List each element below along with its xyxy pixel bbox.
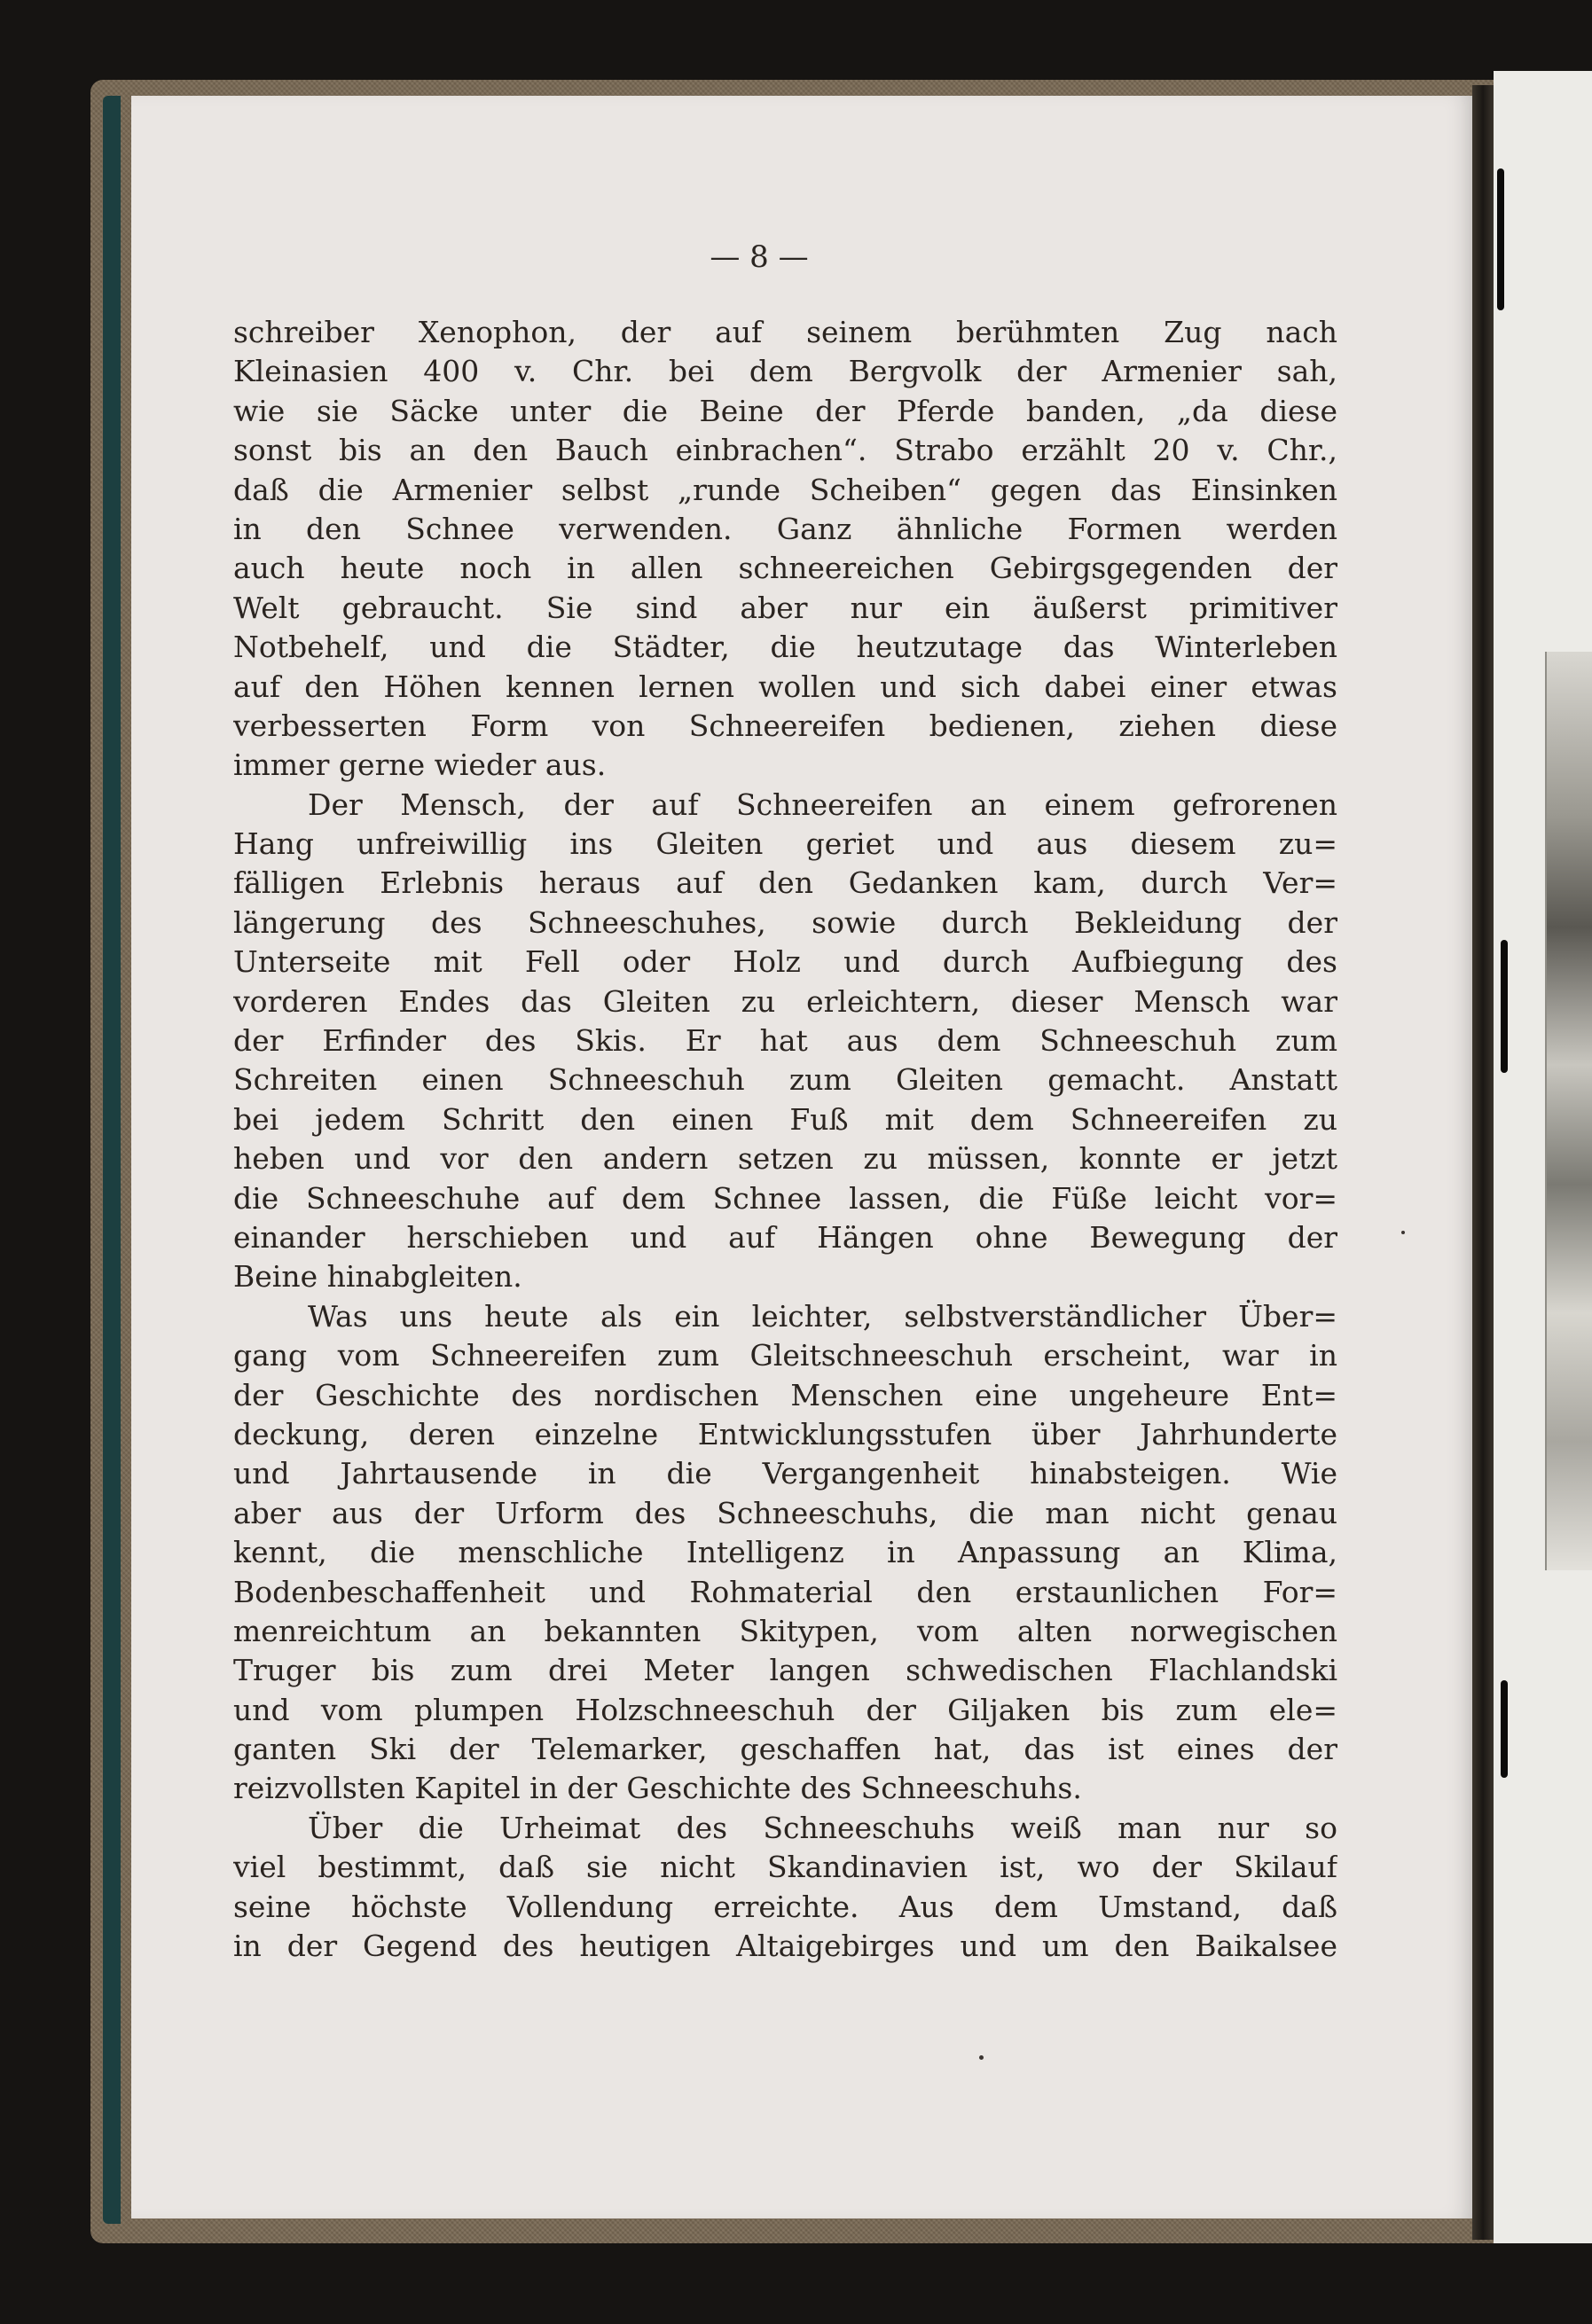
- text-line: einander herschieben und auf Hängen ohne Bewegung der: [233, 1219, 1337, 1255]
- text-line: sonst bis an den Bauch einbrachen“. Strabo erzählt 20 v. Chr.,: [233, 433, 1337, 468]
- text-line: auf den Höhen kennen lernen wollen und sich dabei einer etwas: [233, 669, 1337, 704]
- text-line: der Geschichte des nordischen Menschen eine ungeheure Ent=: [233, 1377, 1337, 1412]
- text-line: Der Mensch, der auf Schneereifen an einem gefrorenen: [308, 786, 1337, 822]
- text-line: Welt gebraucht. Sie sind aber nur ein äußerst primitiver: [233, 590, 1337, 625]
- text-line: Kleinasien 400 v. Chr. bei dem Bergvolk der Armenier sah,: [233, 354, 1337, 389]
- text-line: wie sie Säcke unter die Beine der Pferde banden, „da diese: [233, 393, 1337, 428]
- text-line: der Erfinder des Skis. Er hat aus dem Schneeschuh zum: [233, 1023, 1337, 1059]
- text-line: menreichtum an bekannten Skitypen, vom alten norwegischen: [233, 1613, 1337, 1648]
- book-spine-edge: [103, 96, 121, 2224]
- text-line: und vom plumpen Holzschneeschuh der Giljaken bis zum ele=: [233, 1692, 1337, 1727]
- text-line: Schreiten einen Schneeschuh zum Gleiten gemacht. Anstatt: [233, 1062, 1337, 1098]
- text-line: die Schneeschuhe auf dem Schnee lassen, die Füße leicht vor=: [233, 1180, 1337, 1216]
- book-gutter: [1472, 85, 1494, 2240]
- text-line: viel bestimmt, daß sie nicht Skandinavien ist, wo der Skilauf: [233, 1850, 1337, 1885]
- text-line: Über die Urheimat des Schneeschuhs weiß man nur so: [308, 1810, 1337, 1845]
- text-line: Bodenbeschaffenheit und Rohmaterial den erstaunlichen For=: [233, 1574, 1337, 1609]
- text-line: Unterseite mit Fell oder Holz und durch Aufbiegung des: [233, 944, 1337, 980]
- text-line: bei jedem Schritt den einen Fuß mit dem Schneereifen zu: [233, 1101, 1337, 1137]
- text-line: verbesserten Form von Schneereifen bedienen, ziehen diese: [233, 708, 1337, 743]
- text-line: Beine hinabgleiten.: [233, 1259, 522, 1295]
- page-speck: [1401, 1231, 1405, 1234]
- text-line: schreiber Xenophon, der auf seinem berühmten Zug nach: [233, 315, 1337, 349]
- text-line: deckung, deren einzelne Entwicklungsstufen über Jahrhunderte: [233, 1416, 1337, 1452]
- text-line: Notbehelf, und die Städter, die heutzutage das Winterleben: [233, 630, 1337, 665]
- text-line: Was uns heute als ein leichter, selbstverständlicher Über=: [308, 1298, 1337, 1334]
- text-line: vorderen Endes das Gleiten zu erleichtern, dieser Mensch war: [233, 983, 1337, 1019]
- text-line: ganten Ski der Telemarker, geschaffen hat, das ist eines der: [233, 1732, 1337, 1767]
- facing-page-photo: [1545, 652, 1592, 1570]
- text-line: aber aus der Urform des Schneeschuhs, die man nicht genau: [233, 1495, 1337, 1530]
- page-text: [233, 313, 1337, 1966]
- text-line: seine höchste Vollendung erreichte. Aus dem Umstand, daß: [233, 1889, 1337, 1924]
- text-line: reizvollsten Kapitel in der Geschichte des Schneeschuhs.: [233, 1771, 1082, 1806]
- text-line: Hang unfreiwillig ins Gleiten geriet und aus diesem zu=: [233, 826, 1337, 862]
- text-line: in den Schnee verwenden. Ganz ähnliche Formen werden: [233, 511, 1337, 546]
- binding-clip-top: [1497, 168, 1504, 310]
- text-line: auch heute noch in allen schneereichen Gebirgsgegenden der: [233, 551, 1337, 586]
- text-line: kennt, die menschliche Intelligenz in Anpassung an Klima,: [233, 1535, 1337, 1570]
- text-line: daß die Armenier selbst „runde Scheiben“ gegen das Einsinken: [233, 472, 1337, 507]
- binding-clip-middle: [1501, 940, 1508, 1073]
- page-speck: [979, 2055, 984, 2060]
- page-number: — 8 —: [710, 239, 809, 275]
- text-line: längerung des Schneeschuhes, sowie durch Bekleidung der: [233, 904, 1337, 940]
- text-line: fälligen Erlebnis heraus auf den Gedanken kam, durch Ver=: [233, 865, 1337, 901]
- text-line: gang vom Schneereifen zum Gleitschneeschuh erscheint, war in: [233, 1338, 1337, 1373]
- text-line: heben und vor den andern setzen zu müssen, konnte er jetzt: [233, 1141, 1337, 1177]
- text-line: immer gerne wieder aus.: [233, 747, 607, 783]
- text-line: Truger bis zum drei Meter langen schwedischen Flachlandski: [233, 1653, 1337, 1688]
- text-line: und Jahrtausende in die Vergangenheit hinabsteigen. Wie: [233, 1456, 1337, 1491]
- text-line: in der Gegend des heutigen Altaigebirges und um den Baikalsee: [233, 1929, 1337, 1964]
- binding-clip-bottom: [1501, 1680, 1508, 1778]
